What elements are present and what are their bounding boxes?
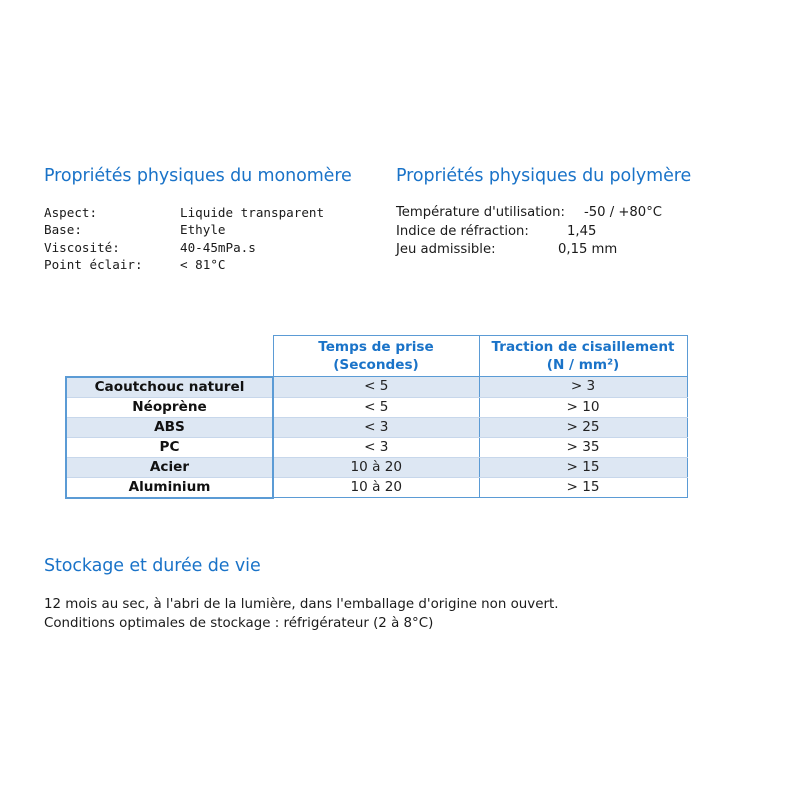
table-row <box>66 477 687 498</box>
shear-strength-cell: > 3 <box>479 377 687 398</box>
material-cell: Caoutchouc naturel <box>66 377 273 398</box>
monomer-prop-row <box>44 204 324 221</box>
polymer-prop-row <box>396 223 662 242</box>
monomer-prop-row <box>44 221 324 238</box>
monomer-heading: Propriétés physiques du monomère <box>44 166 352 186</box>
table-row <box>66 457 687 477</box>
material-cell: Acier <box>66 457 273 477</box>
monomer-prop-row <box>44 256 324 273</box>
header-setting-time <box>273 336 479 377</box>
header-setting-time-line1: Temps de prise <box>318 339 434 355</box>
polymer-prop-value: 1,45 <box>567 223 597 239</box>
header-setting-time-line2: (Secondes) <box>333 357 419 373</box>
table-row <box>66 397 687 417</box>
polymer-heading: Propriétés physiques du polymère <box>396 166 692 186</box>
monomer-prop-value: Liquide transparent <box>180 205 325 220</box>
monomer-prop-key: Viscosité: <box>44 239 120 255</box>
monomer-prop-key: Base: <box>44 222 82 238</box>
table-row <box>66 437 687 457</box>
header-shear-strength <box>479 336 687 377</box>
setting-time-cell: 10 à 20 <box>273 457 479 477</box>
polymer-prop-value: -50 / +80°C <box>584 205 662 220</box>
material-cell: PC <box>66 437 273 457</box>
header-shear-strength-line1: Traction de cisaillement <box>491 339 675 355</box>
table-row <box>66 377 687 398</box>
storage-line: Conditions optimales de stockage : réfrigérateur (2 à 8°C) <box>44 616 434 631</box>
monomer-prop-value: < 81°C <box>180 256 226 272</box>
shear-strength-cell: > 10 <box>479 397 687 417</box>
setting-time-cell: < 5 <box>273 377 479 398</box>
table-header-row <box>66 336 687 377</box>
shear-strength-cell: > 35 <box>479 437 687 457</box>
material-cell: Aluminium <box>66 477 273 498</box>
header-shear-strength-line2: (N / mm²) <box>546 357 620 373</box>
polymer-prop-key: Jeu admissible: <box>396 242 496 257</box>
setting-time-cell: < 3 <box>273 417 479 437</box>
material-cell: ABS <box>66 417 273 437</box>
adhesion-table <box>65 335 688 499</box>
shear-strength-cell: > 15 <box>479 477 687 498</box>
storage-heading: Stockage et durée de vie <box>44 556 261 576</box>
setting-time-cell: < 3 <box>273 437 479 457</box>
polymer-prop-row <box>396 204 662 223</box>
polymer-prop-key: Température d'utilisation: <box>396 205 565 220</box>
setting-time-cell: < 5 <box>273 397 479 417</box>
setting-time-cell: 10 à 20 <box>273 477 479 498</box>
polymer-prop-value: 0,15 mm <box>558 242 618 257</box>
monomer-properties <box>44 204 324 273</box>
shear-strength-cell: > 15 <box>479 457 687 477</box>
storage-text <box>44 595 558 633</box>
monomer-prop-row <box>44 239 324 256</box>
table-corner-cell <box>66 336 273 377</box>
polymer-prop-key: Indice de réfraction: <box>396 223 529 239</box>
polymer-properties <box>396 204 662 260</box>
monomer-prop-value: Ethyle <box>180 222 226 238</box>
table-row <box>66 417 687 437</box>
material-cell: Néoprène <box>66 397 273 417</box>
monomer-prop-key: Aspect: <box>44 205 98 220</box>
polymer-prop-row <box>396 241 662 260</box>
shear-strength-cell: > 25 <box>479 417 687 437</box>
monomer-prop-value: 40-45mPa.s <box>180 239 256 255</box>
storage-line: 12 mois au sec, à l'abri de la lumière, dans l'emballage d'origine non ouvert. <box>44 597 559 612</box>
monomer-prop-key: Point éclair: <box>44 256 143 272</box>
